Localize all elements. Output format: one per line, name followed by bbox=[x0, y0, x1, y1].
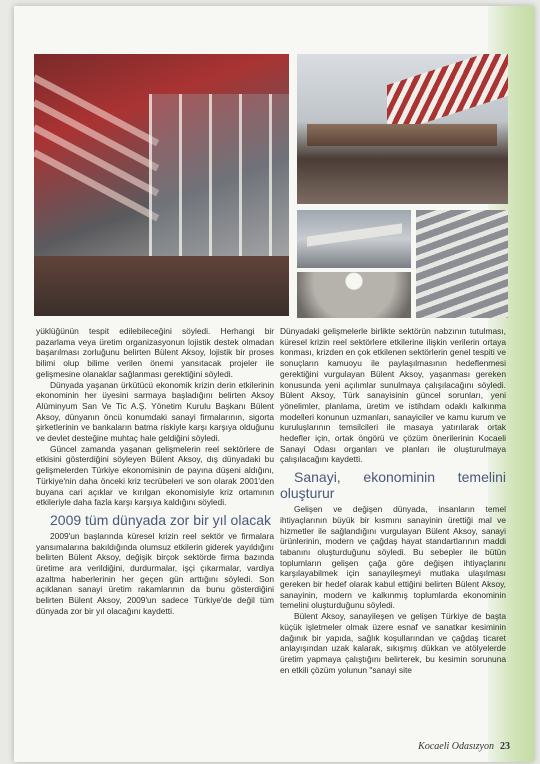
paragraph: Dünyada yaşanan ürkütücü ekonomik krizin derin etkilerinin ekonominin her üyesini sarmaya başladığını belirten Aksoy Alüminyum San Ve Tic A.Ş. Yönetim Kurulu Başkanı Bülent Aksoy, dünyanın öncü konumdaki sanayi firmalarının, sigorta şirketlerinin ve bankaların batma riskiyle karşı karşıya olduğunu ve devlet desteğine muhtaç hale geldiğini söyledi. bbox=[36, 379, 274, 444]
page-number: 23 bbox=[500, 741, 510, 752]
airport-terminal-roof-photo bbox=[34, 54, 289, 316]
paragraph: Gelişen ve değişen dünyada, insanların temel ihtiyaçlarının büyük bir kısmını sanayinin ürettiği mal ve hizmetler ile sağlandığını vurgulayan Bülent Aksoy, sanayi ürünlerinin, modern ve çağdaş hayat standartlarının maddi tabanını oluşturduğunu söyledi. Bu sebepler ile bütün toplumların gelişen çağa göre değişen ihtiyaçlarını karşılayabilmek için sanayileşmeyi mutlaka ulaşılması gereken bir hedef olarak kabul ettiğini belirten Bülent Aksoy, sanayinin, modern ve kalkınmış toplumlarda ekonominin temelini oluşturduğunu söyledi. bbox=[280, 504, 506, 611]
publication-name: Kocaeli Odasızyon bbox=[418, 741, 494, 752]
article-right-column bbox=[280, 326, 506, 675]
paragraph: Dünyadaki gelişmelerle birlikte sektörün nabzının tutulması, küresel krizin reel sektörlere etkilerine ilişkin verilerin ortaya konması, krizden en çok etkilenen sektörlerin genel tespiti ve sonuçların kamuoyu ile paylaşılmasının hedeflenmesi gerektiğini vurgulayan Bülent Aksoy, yaşanması gereken konusunda yeni açılımlar sunulmaya çalışılacağını söyledi. Bülent Aksoy, Türk sanayisinin güncel sorunları, yeni yönelimler, planlama, üretim ve istihdam odaklı kalkınma modelleri konunun uzmanları, sanayiciler ve kamu kurum ve kuruluşlarının temsilcileri ile masaya yatırılarak ortak hedefler için, ortak öngörü ve çözüm önerilerinin Kocaeli Sanayi Odası organları ve planları ile oluşturulmaya çalışılacağını kaydetti. bbox=[280, 326, 506, 465]
paragraph: Bülent Aksoy, sanayileşen ve gelişen Türkiye de başta küçük işletmeler olmak üzere esnaf ve sanatkar kesiminin dağınık bir yapıda, sağlık koşullarından ve çağdaş ticaret anlayışından uzak kalarak, sıkışmış dükkan ve atölyelerde üretim yapmaya çalıştığını belirterek, bu kesimin sorununa en etkili çözüm yolunun "sanayi site bbox=[280, 611, 506, 675]
terminal-exterior-bridge-photo bbox=[297, 54, 508, 204]
section-heading: Sanayi, ekonominin temelini oluşturur bbox=[280, 469, 506, 502]
glass-facade-photo bbox=[416, 210, 508, 318]
paragraph: yüklüğünün tespit edilebileceğini söyledi. Herhangi bir pazarlama veya üretim organizasyonun lojistik destek olmadan başarılması zorluğunu belirten Bülent Aksoy, lojistik bir proses bilimi olup bilime verilen önemi yansıtacak projeler ile gelişmesine olanaklar sağlanması gerektiğini söyledi. bbox=[36, 326, 274, 379]
magazine-page bbox=[14, 6, 534, 762]
paragraph: Güncel zamanda yaşanan gelişmelerin reel sektörlere de etkisini gösterdiğini söyleyen Bülent Aksoy, dış dünyadaki bu gelişmelerden Türkiye ekonomisinin de payına düşeni aldığını, Türkiye'nin daha önceki kriz tecrübeleri ve son olarak 2001'den buyana cari açıklar ve kırılgan ekonomisiyle kriz ortamının etkileriyle daha fazla karşı karşıya kaldığını söyledi. bbox=[36, 443, 274, 508]
terminal-roof-wing-photo bbox=[297, 210, 411, 268]
page-footer bbox=[418, 741, 510, 752]
paragraph: 2009'un başlarında küresel krizin reel sektör ve firmalara yansımalarına bakıldığında olumsuz etkilerin giderek yayıldığını belirten Bülent Aksoy, değişik birçok sektörde firma bazında üretime ara verildiğini, durdurmalar, işçi çıkarmalar, vardiya azaltma haberlerinin her geçen gün arttığını söyledi. Son açıklanan sanayi üretim rakamlarının da bunu gösterdiğini belirten Bülent Aksoy, 2009'un sadece Türkiye'de değil tüm dünyada zor bir yıl olacağını kaydetti. bbox=[36, 530, 274, 616]
article-left-column bbox=[36, 326, 274, 617]
section-heading: 2009 tüm dünyada zor bir yıl olacak bbox=[50, 511, 272, 528]
ceiling-lights-photo bbox=[297, 272, 411, 318]
